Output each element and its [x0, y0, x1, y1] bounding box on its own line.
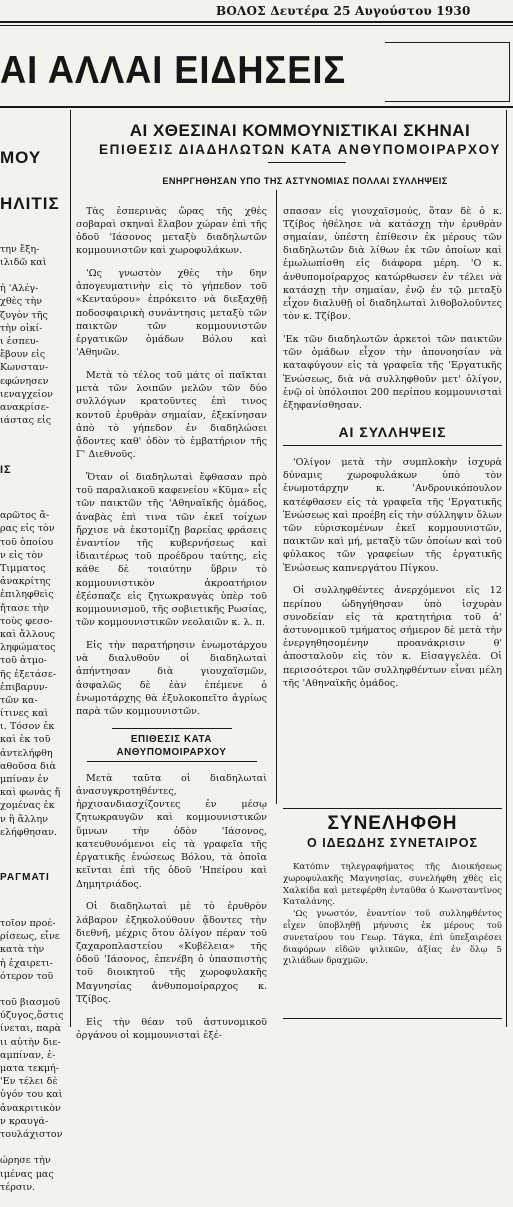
banner-box	[385, 42, 510, 102]
fragment-line: αρῶτος ἄ-	[0, 510, 50, 522]
fragment-line: ν εἰς τὸν	[0, 549, 43, 561]
column-1-subhead-rule	[112, 728, 232, 729]
fragment-line: ἤτασε τὴν	[0, 602, 49, 614]
fragment-line: εφώνησεν	[0, 375, 49, 387]
fragment-line: καὶ φωνὰς ἤ	[0, 787, 61, 799]
paragraph: σπασαν εἰς γιουχαϊσμούς, ὅταν δὲ ὁ κ. Τζίβος ἠθέλησε νὰ κατάσχῃ τὴν ἐρυθρὰν σημαίαν, ὑπέστη ἐπίθεσιν ἐκ μέρους τῶν διαδηλωτῶν διὰ λίθων ἐκ τῶν ὁποίων καὶ ἐμωλωπίσθη εἰς διάφορα μέρη. 'Ο κ. ἀνθυπομοίραρχος κατώρθωσεν ἐν τέλει νὰ κατάσχῃ τὴν σημαίαν, ἐνῷ ἐν τῷ μεταξὺ εἶχον διαλυθῇ οἱ διαδηλωταὶ λιθοβολοῦντες τὸν κ. Τζίβον.	[283, 205, 502, 323]
second-article-paragraphs	[283, 862, 502, 968]
left-lines-c	[0, 917, 64, 1194]
fragment-line: τὴν οἰκί-	[0, 322, 43, 334]
left-heading-3: ΙΣ	[0, 463, 12, 476]
left-heading-1: ΜΟΥ	[0, 148, 42, 168]
paragraph: Μετὰ τὸ τέλος τοῦ μάτς οἱ παῖκται μετὰ τῶν λοιπῶν μελῶν τῶν δύο συλλόγων κρατοῦντες ἐπὶ τινος κοντοῦ ἐρυθρὰν σημαίαν, ἐξεκίνησαν ἀπὸ τὸ γήπεδον ἐν διαδηλώσει ᾄδοντες καθ' ὁδὸν τὸ ἐμβατήριον τῆς Γ' Διεθνοῦς.	[76, 370, 267, 461]
fragment-line: ιεναγχείον	[0, 388, 53, 400]
second-article-subtitle: Ο ΙΔΕΩΔΗΣ ΣΥΝΕΤΑΙΡΟΣ	[307, 836, 478, 850]
paragraph: 'Ως γνωστὸν χθὲς τὴν 6ην ἀπογευματινὴν εἰς τὸ γήπεδον τοῦ «Κενταύρου» ἐπρόκειτο νὰ διεξαχθῇ ποδοσφαιρικὴ συνάντησις μεταξὺ τῶν παικτῶν τῶν κομμουνιστῶν ἐργατικῶν ὁμάδων Βόλου καὶ 'Αθηνῶν.	[76, 268, 267, 359]
fragment-line: Κωνσταν-	[0, 362, 49, 374]
fragment-line: ληφώματος	[0, 642, 56, 654]
fragment-line: κατὰ τὴν	[0, 944, 45, 956]
column-2-paragraphs-b	[283, 456, 502, 690]
article-title: ΑΙ ΧΘΕΣΙΝΑΙ ΚΟΜΜΟΥΝΙΣΤΙΚΑΙ ΣΚΗΝΑΙ	[129, 121, 471, 140]
fragment-line: ἔβουν εἰς	[0, 349, 46, 361]
column-divider-right	[506, 110, 507, 1027]
fragment-line: ζυγὸν τῆς	[0, 309, 48, 321]
fragment-line: την ἔξη-	[0, 243, 40, 255]
fragment-line: ῆς ἐξετάσε-	[0, 668, 57, 680]
fragment-line: ιλιδῶ καὶ	[0, 256, 47, 268]
fragment-line: ώρησε τὴν	[0, 1155, 51, 1167]
fragment-line: ὑγόν του καὶ	[0, 1089, 63, 1101]
fragment-line: ελήφθησαν.	[0, 826, 57, 838]
fragment-line: τοῦ ὁποίου	[0, 536, 54, 548]
fragment-line: ἡ 'Αλέγ-	[0, 283, 39, 295]
left-fragment-column	[0, 127, 64, 1207]
bottom-edge-rule	[283, 1018, 502, 1019]
fragment-line: ν κραυγά-	[0, 1115, 49, 1127]
fragment-line: τῶν κα-	[0, 694, 38, 706]
paragraph: Κατόπιν τηλεγραφήματος τῆς Διοικήσεως χωροφυλακῆς Μαγνησίας, συνελήφθη χθὲς εἰς Χαλκίδα καὶ μετεφέρθη ἐνταῦθα ὁ Κωνσταντῖνος Καταλάνης.	[283, 862, 502, 908]
paragraph: Οἱ διαδηλωταὶ μὲ τὸ ἐρυθρὸν λάβαρον ἐξηκολούθουν ᾄδοντες τὴν διεθνῆ, μέχρις ὅτου ὀλίγον πέραν τοῦ ζαχαροπλαστείου «Κυβέλεια» τῆς ὁδοῦ 'Ιάσονος, ἐπενέβη ὁ ὑπασπιστὴς τοῦ διοικητοῦ τῆς χωροφυλακῆς Μαγνησίας ἀνθυπομοίραρχος κ. Τζίβος.	[76, 901, 267, 1005]
top-rule-thin	[0, 25, 513, 26]
fragment-line: χομένας ἐκ	[0, 800, 55, 812]
paragraph: Εἰς τὴν παρατήρησιν ἐνωμοτάρχου νὰ διαλυθοῦν οἱ διαδηλωταὶ ἀπήντησαν διὰ γιουχαϊσμῶν, ἀσφαλῶς δὲ ἐὰν ἐπέμενε ὁ ἐνωμοτάρχης θὰ ἐξυλοκοπεῖτο ἀγρίως παρὰ τῶν κομμουνιστῶν.	[76, 640, 267, 718]
second-article-title: ΣΥΝΕΛΗΦΘΗ	[327, 813, 458, 834]
fragment-line: χθὲς τὴν	[0, 296, 43, 308]
fragment-line: ἀντελήφθη	[0, 747, 53, 759]
fragment-line: ρας εἰς τὸν	[0, 523, 55, 535]
paragraph: 'Εκ τῶν διαδηλωτῶν ἀρκετοὶ τῶν παικτῶν τῶν ὁμάδων εἶχον τὴν ἀπονοησίαν νὰ καταφύγουν εἰς τὰ γραφεῖα τῆς 'Εργατικῆς Ἑνώσεως, διὰ νὰ συλληφθοῦν μετ' ὀλίγον, ἐνῷ οἱ ὑπόλοιποι 200 περίπου κομμουνισταὶ ἐξηφανίσθησαν.	[283, 334, 502, 412]
banner-bottom-rule	[0, 106, 513, 108]
fragment-line: τέρσιν.	[0, 1181, 36, 1193]
left-lines-a	[0, 243, 64, 428]
fragment-line: τοῦ βιασμοῦ	[0, 997, 61, 1009]
fragment-line: ἐπιληφθεὶς	[0, 589, 54, 601]
fragment-line: ίτινες καὶ	[0, 708, 49, 720]
fragment-line: ἀνακριτικὸν	[0, 1102, 61, 1114]
section-banner: ΑΙ ΑΛΛΑΙ ΕΙΔΗΣΕΙΣ	[0, 49, 347, 92]
fragment-line: τοὺς φεσο-	[0, 615, 53, 627]
column-divider-left	[70, 110, 71, 1027]
article-subtitle-2: ΕΝΗΡΓΗΘΗΣΑΝ ΥΠΟ ΤΗΣ ΑΣΤΥΝΟΜΙΑΣ ΠΟΛΛΑΙ ΣΥΛΛΗΨΕΙΣ	[162, 176, 448, 186]
fragment-line: ότερον τοῦ	[0, 970, 54, 982]
paragraph: Ὅταν οἱ διαδηλωταὶ ἔφθασαν πρὸ τοῦ παραλιακοῦ καφενείου «Κῦμα» εἷς τῶν παικτῶν τῆς 'Αθηναϊκῆς ὁμάδος, ἀναβὰς ἐπὶ τινα τῶν ἐκεῖ τοίχων ἤρχισε νὰ ἐκστομίζῃ βαρείας φράσεις ἐναντίον τῆς κυβερνήσεως καὶ ἰδιαιτέρως τοῦ προέδρου ταύτης, εἰς κάθε δὲ τοιαύτην ὕβριν τὸ κομμουνιστικὸν ἀκροατήριον ἐξέσπαζε εἰς ζητωκραυγὰς ὑπὲρ τοῦ κομμουνισμοῦ, τῆς σοβιετικῆς Ρωσίας, τῶν κομμουνιστικῶν νεολαιῶν κ. λ. π.	[76, 472, 267, 629]
article-column-2	[283, 195, 502, 700]
second-article-body	[283, 862, 502, 968]
fragment-line: ν ἢ ἄλλην	[0, 813, 48, 825]
column-2-subhead: ΑΙ ΣΥΛΛΗΨΕΙΣ	[338, 424, 447, 441]
second-article-top-rule	[283, 808, 502, 809]
paragraph: 'Ως γνωστόν, ἐναντίον τοῦ συλληφθέντος εἶχεν ὑποβληθῇ μήνυσις ἐκ μέρους τοῦ συνεταίρου του Γεωρ. Τάγκα, ἐπὶ ὑπεξαιρέσει διαφόρων εἰδῶν ψιλικῶν, ἀξίας ἐν ὅλῳ 5 χιλιάδων δραχμῶν.	[283, 909, 502, 967]
column-1-subhead: ΕΠΙΘΕΣΙΣ ΚΑΤΑ ΑΝΘΥΠΟΜΟΙΡΑΡΧΟΥ	[116, 733, 227, 759]
fragment-line: αθοῦσα διὰ	[0, 760, 56, 772]
article-subtitle: ΕΠΙΘΕΣΙΣ ΔΙΑΔΗΛΩΤΩΝ ΚΑΤΑ ΑΝΘΥΠΟΜΟΙΡΑΡΧΟΥ	[99, 142, 501, 157]
dateline: ΒΟΛΟΣ Δευτέρα 25 Αυγούστου 1930	[216, 4, 471, 18]
fragment-line: μπίναν ἐν	[0, 774, 49, 786]
fragment-line: ἐπιβαρυν-	[0, 681, 48, 693]
paragraph: Μετὰ ταῦτα οἱ διαδηλωταὶ ἀνασυγκροτηθέντες, ἠρχισανδιασχίζοντες ἐν μέσῳ ζητωκραυγῶν καὶ κομμουνιστικῶν ὕμνων τὴν ὁδὸν 'Ιάσονος, κατευθυνόμενοι εἰς τὰ γραφεῖα τῆς ἐργατικῆς ἐνώσεως Βόλου, τὰ ὁποῖα κεῖνται ἐπὶ τῆς ὁδοῦ 'Ηπείρου καὶ Δημητριάδος.	[76, 772, 267, 890]
fragment-line: ἡ ἐχαιρετι-	[0, 957, 53, 969]
column-divider-mid	[276, 190, 277, 804]
column-1-subhead-underline	[87, 761, 257, 762]
subtitle-underline	[268, 162, 346, 163]
fragment-line: ίνεται, παρὰ	[0, 1023, 62, 1035]
fragment-line: ιάστας εἰς	[0, 415, 52, 427]
top-rule	[0, 21, 513, 23]
fragment-line: ματα τεκμή-	[0, 1063, 60, 1075]
left-lines-b	[0, 509, 64, 839]
column-1-paragraphs	[76, 205, 267, 719]
fragment-line	[0, 269, 64, 282]
article-column-1	[76, 195, 267, 1052]
column-2-paragraphs	[283, 205, 502, 413]
left-heading-4: ΡΑΓΜΑΤΙ	[0, 872, 50, 884]
fragment-line: τοῖον προέ-	[0, 917, 56, 929]
fragment-line: 'Εν τέλει δὲ	[0, 1076, 58, 1088]
fragment-line	[0, 1141, 64, 1154]
fragment-line: τοῦ ἀτμο-	[0, 655, 48, 667]
column-1-paragraphs-b	[76, 772, 267, 1042]
fragment-line: Τιμματος	[0, 563, 46, 575]
fragment-line	[0, 983, 64, 996]
fragment-line: αμπίναν, ἐ-	[0, 1049, 56, 1061]
column-2-subhead-rule	[283, 445, 502, 446]
fragment-line: ιμένας μας	[0, 1168, 54, 1180]
fragment-line: τουλάχιστον	[0, 1128, 63, 1140]
fragment-line: ι. Τόσον ἐκ	[0, 721, 55, 733]
fragment-line: ι ἐσπευ-	[0, 335, 39, 347]
fragment-line: ύζυγος,ὅστις	[0, 1010, 64, 1022]
paragraph: Τὰς ἑσπερινὰς ὥρας τῆς χθὲς σοβαραὶ σκηναὶ ἔλαβον χώραν ἐπὶ τῆς ὁδοῦ 'Ιάσονος μεταξὺ διαδηλωτῶν κομμουνιστῶν καὶ χωροφυλάκων.	[76, 205, 267, 257]
paragraph: Εἰς τὴν θέαν τοῦ ἀστυνομικοῦ ὀργάνου οἱ κομμουνισταὶ ἐξέ-	[76, 1016, 267, 1041]
fragment-line: ιι αὐτὴν διε-	[0, 1036, 61, 1048]
fragment-line: ρίσεως, εἶνε	[0, 931, 60, 943]
paragraph: 'Ολίγον μετὰ τὴν συμπλοκὴν ἰσχυρὰ δύναμις χωροφυλάκων ὑπὸ τὸν ἐνωμοτάρχην κ. 'Ανδρονικόπουλον κατέφθασεν εἰς τὰ γραφεῖα τῆς 'Εργατικῆς Ἑνώσεως καὶ προέβη εἰς τὴν σύλληψιν ὅλων τῶν εὑρισκομένων ἐκεῖ κομμουνιστῶν, παικτῶν καὶ μή, μεταξὺ τῶν ὁποίων καὶ τοῦ φύλακος τῶν γραφείων τῆς ἐργατικῆς Ἑνώσεως καπνεργάτου Πίγκου.	[283, 457, 502, 574]
fragment-line: ἀνακρίτης	[0, 576, 51, 588]
left-heading-2: ΗΛΙΤΙΣ	[0, 194, 60, 214]
fragment-line: καὶ ἄλλους	[0, 628, 55, 640]
fragment-line: ανακρίσε-	[0, 401, 49, 413]
fragment-line: καὶ ἐκ τοῦ	[0, 734, 51, 746]
paragraph: Οἱ συλληφθέντες ἀνερχόμενοι εἰς 12 περίπου ὡδηγήθησαν ὑπὸ ἰσχυρὰν συνοδείαν εἰς τὰ κρατητήρια τοῦ ἀ' ἀστυνομικοῦ τμήματος σήμερον δὲ μετὰ τὴν ἐνεργηθησομένην προανάκρισιν θ' ἀποσταλοῦν εἰς τὸν κ. Εἰσαγγελέα. Οἱ περισσότεροι τῶν συλληφθέντων εἶναι μέλη τῆς 'Αθηναϊκῆς ὁμάδος.	[283, 585, 502, 689]
